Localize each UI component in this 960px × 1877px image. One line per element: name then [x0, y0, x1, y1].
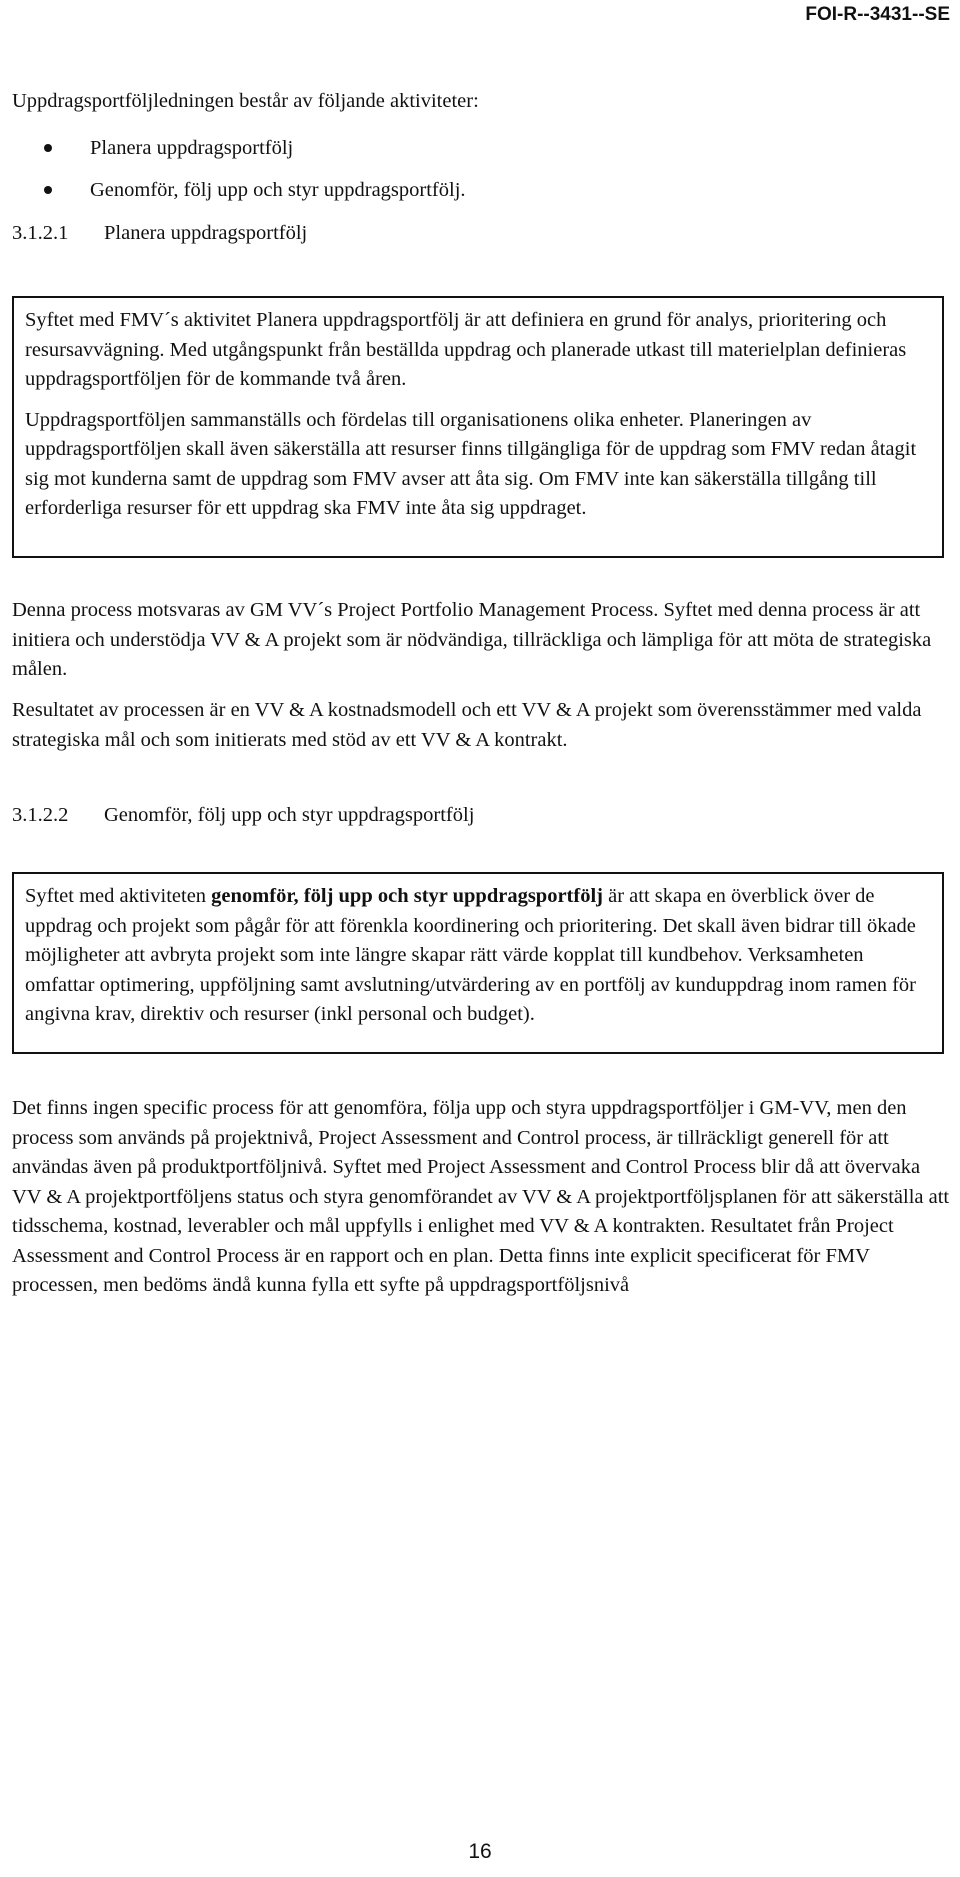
document-code: FOI-R--3431--SE	[805, 4, 950, 25]
list-item-text: Genomför, följ upp och styr uppdragsportfölj.	[90, 179, 466, 201]
bullet-icon	[44, 186, 52, 194]
section-number: 3.1.2.1	[12, 222, 69, 244]
box-paragraph: Uppdragsportföljen sammanställs och fördelas till organisationens olika enheter. Planeringen av uppdragsportföljen skall även säkerställa att resurser finns tillgängliga för de uppdrag som FMV redan åtagit sig mot kunderna samt de uppdrag som FMV avser att åta sig. Om FMV inte kan säkerställa tillgång till erforderliga resurser för ett uppdrag ska FMV inte åta sig uppdraget.	[25, 408, 917, 519]
result-paragraph: Resultatet av processen är en VV & A kostnadsmodell och ett VV & A projekt som överensstämmer med valda strategiska mål och som initierats med stöd av ett VV & A kontrakt.	[12, 699, 922, 751]
definition-box-1	[12, 296, 944, 558]
final-paragraph: Det finns ingen specific process för att genomföra, följa upp och styra uppdragsportföljer i GM-VV, men den process som används på projektnivå, Project Assessment and Control process, är tillräckligt generell för att användas även på produktportföljnivå. Syftet med Project Assessment and Control Process blir då att övervaka VV & A projektportföljens status och styra genomförandet av VV & A projektportföljsplanen för att säkerställa att tidsschema, kostnad, leverabler och mål uppfylls i enlighet med VV & A kontrakten. Resultatet från Project Assessment and Control Process är en rapport och en plan. Detta finns inte explicit specificerat för FMV processen, men bedöms ändå kunna fylla ett syfte på uppdragsportföljsnivå	[12, 1097, 950, 1296]
definition-box-2	[12, 872, 944, 1054]
page-number: 16	[468, 1840, 492, 1863]
section-heading-2	[12, 800, 474, 830]
box-text: Syftet med aktiviteten	[25, 885, 212, 907]
box-bold-text: genomför, följ upp och styr uppdragsportfölj	[211, 885, 603, 907]
section-title: Planera uppdragsportfölj	[104, 222, 308, 244]
list-item	[12, 127, 466, 169]
bullet-icon	[44, 144, 52, 152]
box-paragraph: Syftet med FMV´s aktivitet Planera uppdragsportfölj är att definiera en grund för analys, prioritering och resursavvägning. Med utgångspunkt från beställda uppdrag och planerade utkast till materielplan definieras uppdragsportföljen för de kommande två åren.	[25, 309, 907, 390]
gm-process-paragraph: Denna process motsvaras av GM VV´s Project Portfolio Management Process. Syftet med denna process är att initiera och understödja VV & A projekt som är nödvändiga, tillräckliga och lämpliga för att möta de strategiska målen.	[12, 599, 932, 680]
list-item-text: Planera uppdragsportfölj	[90, 137, 294, 159]
section-title: Genomför, följ upp och styr uppdragsportfölj	[104, 804, 475, 826]
intro-text: Uppdragsportföljledningen består av följande aktiviteter:	[12, 90, 479, 112]
section-heading-1	[12, 218, 307, 248]
list-item	[12, 169, 466, 211]
box-paragraph	[25, 882, 931, 1030]
section-number: 3.1.2.2	[12, 804, 69, 826]
box-text: är att skapa en överblick över de uppdrag och projekt som pågår för att förenkla koordinering och prioritering. Det skall även bidrar till ökade möjligheter att avbryta projekt som inte längre skapar rätt värde kopplat till kundbehov. Verksamheten omfattar optimering, uppföljning samt avslutning/utvärdering av en portfölj av kunduppdrag inom ramen för angivna krav, direktiv och resurser (inkl personal och budget).	[25, 885, 916, 1025]
activity-list	[12, 127, 466, 211]
